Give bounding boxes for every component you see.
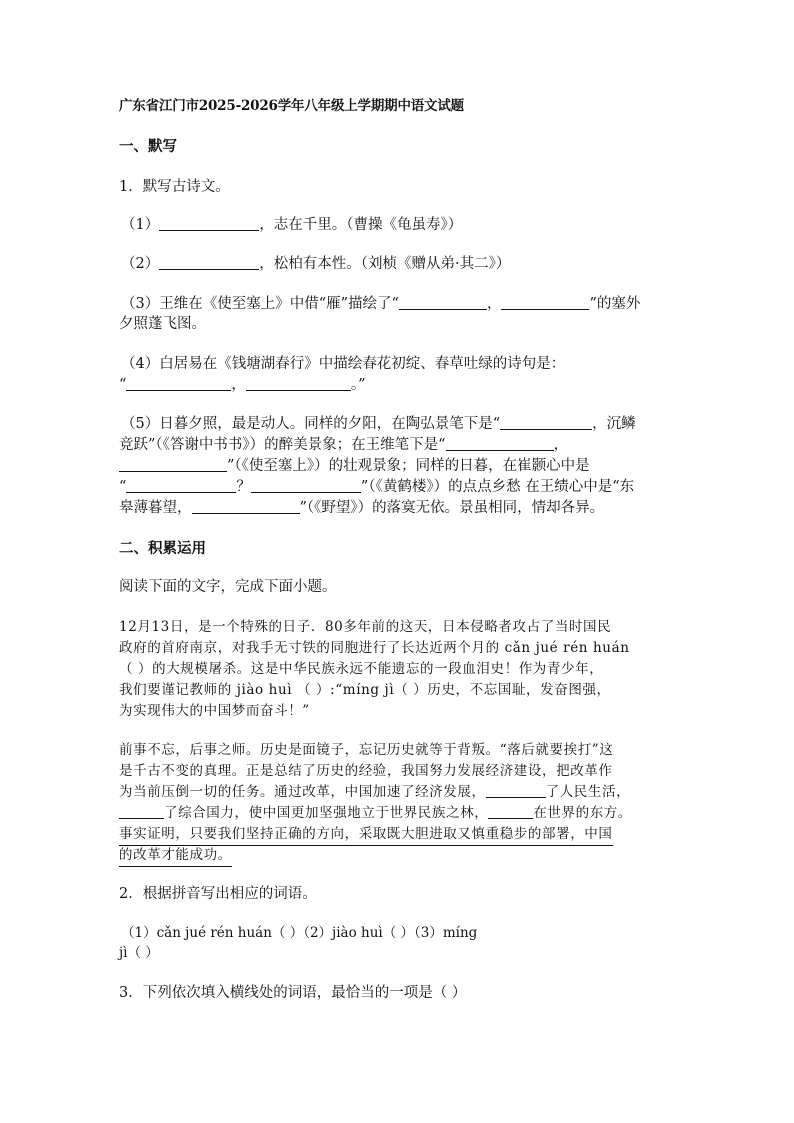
passage-2-line5-underlined: 事实证明，只要我们坚持正确的方向，采取既大胆进取又慎重稳步的部署，中国 [119, 824, 613, 846]
answer-blank [119, 457, 227, 472]
passage-2-line4: 了综合国力，使中国更加坚强地立于世界民族之林， 在世界的东方。 [119, 803, 632, 823]
question-1-3-line2: 夕照蓬飞图。 [119, 316, 206, 332]
answer-blank [486, 783, 546, 798]
section-heading-2: 二、积累运用 [119, 540, 206, 557]
passage-2-line6-underlined: 的改革才能成功。 [119, 845, 232, 867]
question-1-3-line1: （3）王维在《使至塞上》中借“雁”描绘了“ ， ”的塞外 [121, 296, 641, 312]
answer-blank [126, 478, 236, 493]
section-heading-1: 一、默写 [119, 138, 177, 155]
answer-blank [126, 376, 231, 391]
passage-1-line5: 为实现伟大的中国梦而奋斗！” [119, 703, 310, 719]
answer-blank [488, 804, 533, 819]
answer-blank [251, 478, 361, 493]
question-1-1: （1） ，志在千里。（曹操《龟虽寿》） [121, 217, 463, 233]
answer-blank [159, 216, 259, 231]
passage-2-line3: 为当前压倒一切的任务。通过改革，中国加速了经济发展， 了人民生活， [119, 784, 631, 800]
answer-blank [399, 295, 487, 310]
question-1-5-line5: 皋薄暮望， ”（《野望》）的落寞无依。景虽相同，情却各异。 [119, 500, 605, 516]
question-1-4-line2: “ ， 。” [119, 377, 366, 393]
question-2-answers-line1: （1）cǎn jué rén huán（ ）（2）jiào huì（ ）（3）míng [121, 925, 478, 941]
passage-2-line1: 前事不忘，后事之师。历史是面镜子，忘记历史就等于背叛。“落后就要挨打”这 [119, 742, 614, 758]
question-1-5-line2: 竞跃”（《答谢中书书》）的醉美景象；在王维笔下是“ ， [119, 437, 569, 453]
passage-1-line3: （ ）的大规模屠杀。这是中华民族永远不能遗忘的一段血泪史！作为青少年， [119, 661, 604, 677]
question-1-4-line1: （4）白居易在《钱塘湖春行》中描绘春花初绽、春草吐绿的诗句是： [121, 356, 566, 372]
document-title: 广东省江门市2025-2026学年八年级上学期期中语文试题 [119, 98, 464, 114]
passage-1-line4: 我们要谨记教师的 jiào huì （ ）:“míng jì（ ）历史，不忘国耻，发奋图强， [119, 682, 611, 698]
question-3: 3．下列依次填入横线处的词语，最恰当的一项是（ ） [119, 985, 467, 1001]
reading-intro: 阅读下面的文字，完成下面小题。 [119, 579, 337, 595]
question-1-2: （2） ，松柏有本性。（刘桢《赠从弟·其二》） [121, 256, 511, 272]
question-1-5-line3: ”（《使至塞上》）的壮观景象；同样的日暮，在崔颢心中是 [119, 456, 590, 476]
passage-1-line2: 政府的首府南京，对我手无寸铁的同胞进行了长达近两个月的 cǎn jué rén huán [119, 640, 630, 656]
answer-blank [119, 804, 164, 819]
answer-blank [501, 295, 589, 310]
question-1-5-line1: （5）日暮夕照，最是动人。同样的夕阳，在陶弘景笔下是“ ，沉鳞 [121, 416, 636, 432]
question-2-answers-line2: jì（ ） [119, 945, 159, 961]
answer-blank [246, 376, 351, 391]
answer-blank [500, 415, 592, 430]
answer-blank [446, 436, 554, 451]
question-1-5-line4: “ ？ ”（《黄鹤楼》）的点点乡愁 在王绩心中是“东 [119, 479, 635, 495]
answer-blank [159, 255, 259, 270]
question-2: 2．根据拼音写出相应的词语。 [119, 886, 317, 902]
question-1: 1．默写古诗文。 [119, 179, 230, 195]
passage-1-line1: 12月13日，是一个特殊的日子．80多年前的这天，日本侵略者攻占了当时国民 [119, 619, 612, 635]
passage-2-line2: 是千古不变的真理。正是总结了历史的经验，我国努力发展经济建设，把改革作 [119, 763, 613, 779]
answer-blank [192, 499, 300, 514]
